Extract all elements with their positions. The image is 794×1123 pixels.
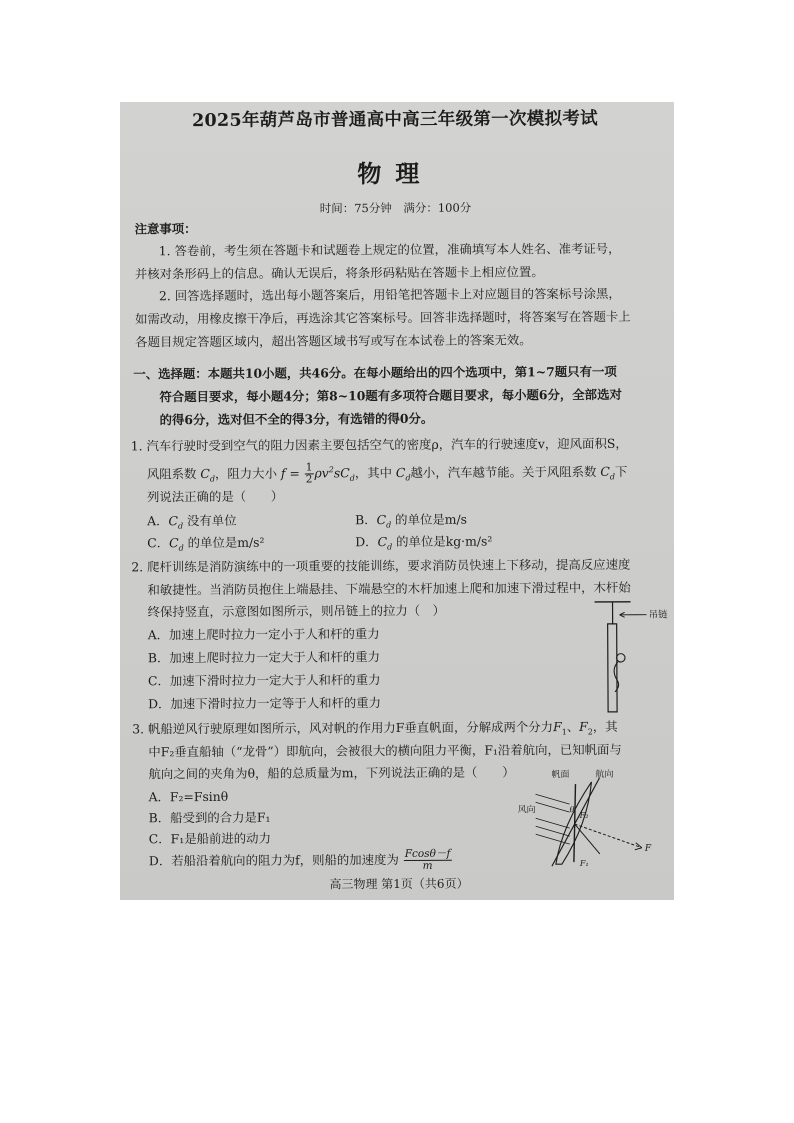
exam-photo xyxy=(120,102,674,900)
cd-symbol: $C_d$ xyxy=(200,466,216,484)
q2-line-1: 2. 爬杆训练是消防演练中的一项重要的技能训练，要求消防员快速上下移动，提高反应速度 xyxy=(131,556,631,575)
q1-l2b: ，阻力大小 xyxy=(214,465,277,482)
q1-line-2: 风阻系数 $C_d$，阻力大小 f = $\frac{1}{2}$ $\rho v^2sC_d$，其中 $C_d$越小，汽车越节能。关于风阻系数 $C_d$下 xyxy=(146,461,628,486)
exam-title: 2025年葫芦岛市普通高中高三年级第一次模拟考试 xyxy=(192,108,599,132)
q1-l2e: 下 xyxy=(614,463,628,479)
q1-option-d: D．$C_d$ 的单位是kg·m/s² xyxy=(355,533,493,552)
note-2-line-3: 各题目规定答题区域内，超出答题区域书写或写在本试卷上的答案无效。 xyxy=(135,332,532,350)
note-1-line-1: 1. 答卷前，考生须在答题卡和试题卷上规定的位置，准确填写本人姓名、准考证号， xyxy=(158,240,621,259)
force-f-label: F xyxy=(644,843,652,854)
pole-climbing-diagram xyxy=(591,598,672,716)
cd-symbol: $C_d$ xyxy=(395,465,411,483)
q3-option-b: B．船受到的合力是F₁ xyxy=(148,809,271,826)
section-1-line-3: 的得6分，选对但不全的得3分，有选错的得0分。 xyxy=(159,410,434,428)
notes-heading: 注意事项： xyxy=(134,221,197,237)
q1-l2c: ，其中 xyxy=(354,465,393,481)
section-1-line-2: 符合题目要求，每小题4分；第8~10题有多项符合题目要求，每小题6分，全部选对 xyxy=(159,386,622,405)
q1-l2d: 越小，汽车越节能。关于风阻系数 xyxy=(410,464,597,481)
force-f2-label: F₂ xyxy=(579,811,589,821)
sail-label: 帆面 xyxy=(551,770,570,781)
wooden-pole xyxy=(608,624,617,712)
section-1-line-1: 一、选择题：本题共10小题，共46分。在每小题给出的四个选项中，第1~7题只有一项 xyxy=(133,363,617,382)
q1-option-b: B．$C_d$ 的单位是m/s xyxy=(355,511,468,530)
time-info: 时间：75分钟 满分：100分 xyxy=(319,200,472,216)
q2-line-3: 终保持竖直，示意图如图所示，则吊链上的拉力（ ） xyxy=(147,602,445,620)
q1-option-a: A．$C_d$ 没有单位 xyxy=(147,512,237,531)
q3-line-2: 中F₂垂直船轴（“龙骨”）即航向，会被很大的横向阻力平衡，F₁沿着航向，已知帆面与 xyxy=(148,741,622,760)
formula-f: f xyxy=(280,465,286,481)
q2-option-b: B．加速上爬时拉力一定大于人和杆的重力 xyxy=(147,649,380,666)
fraction-half: $\frac{1}{2}$ xyxy=(305,461,313,486)
q3-option-c: C．F₁是船前进的动力 xyxy=(148,830,271,847)
q2-option-d: D．加速下滑时拉力一定等于人和杆的重力 xyxy=(148,695,382,712)
q2-option-c: C．加速下滑时拉力一定大于人和杆的重力 xyxy=(147,672,381,689)
course-label: 航向 xyxy=(595,769,614,780)
chain-label: 吊链 xyxy=(648,609,668,621)
cd-symbol: $C_d$ xyxy=(600,464,615,482)
theta-label: θ xyxy=(569,805,575,815)
note-1-line-2: 并核对条形码上的信息。确认无误后，将条形码粘贴在答题卡上相应位置。 xyxy=(134,264,544,282)
q3-option-d: D．若船沿着航向的阻力为f，则船的加速度为 $\frac{Fcos\theta-f}{m}$ xyxy=(148,847,451,872)
q2-option-a: A．加速上爬时拉力一定小于人和杆的重力 xyxy=(147,626,380,643)
q3-line-1: 3. 帆船逆风行驶原理如图所示，风对帆的作用力F垂直帆面，分解成两个分力$F_1$、$F_2$，其 xyxy=(132,718,618,737)
q1-line-1: 1. 汽车行驶时受到空气的阻力因素主要包括空气的密度ρ，汽车的行驶速度v，迎风面积S， xyxy=(130,435,628,454)
exam-page xyxy=(120,102,674,900)
q3-line-3: 航向之间的夹角为θ，船的总质量为m，下列说法正确的是（ ） xyxy=(148,764,515,782)
q1-l2a: 风阻系数 xyxy=(146,466,197,482)
sailboat-force-diagram xyxy=(515,766,658,872)
formula-rhs: $\rho v^2sC_d$ xyxy=(314,465,355,483)
note-2-line-2: 如需改动，用橡皮擦干净后，再选涂其它答案标号。回答非选择题时，将答案写在答题卡上 xyxy=(135,308,631,327)
force-f1-arrow xyxy=(575,824,600,854)
acceleration-fraction: $\frac{Fcos\theta-f}{m}$ xyxy=(404,847,451,872)
q2-line-2: 和敏捷性。当消防员抱住上端悬挂、下端悬空的木杆加速上爬和加速下滑过程中，木杆始 xyxy=(147,579,631,598)
wind-arrows xyxy=(536,794,570,844)
subject-title: 物理 xyxy=(357,158,434,189)
q3-option-a: A．F₂=Fsinθ xyxy=(148,788,229,805)
q1-line-3: 列说法正确的是（ ） xyxy=(146,488,284,505)
q1-option-c: C．$C_d$ 的单位是m/s² xyxy=(147,534,265,553)
page-footer: 高三物理 第1页（共6页） xyxy=(329,876,469,892)
wind-label: 风向 xyxy=(517,805,536,816)
force-f1-label: F₁ xyxy=(579,859,589,869)
climber-head xyxy=(617,654,625,662)
note-2-line-1: 2. 回答选择题时，选出每小题答案后，用铅笔把答题卡上对应题目的答案标号涂黑， xyxy=(158,285,621,304)
